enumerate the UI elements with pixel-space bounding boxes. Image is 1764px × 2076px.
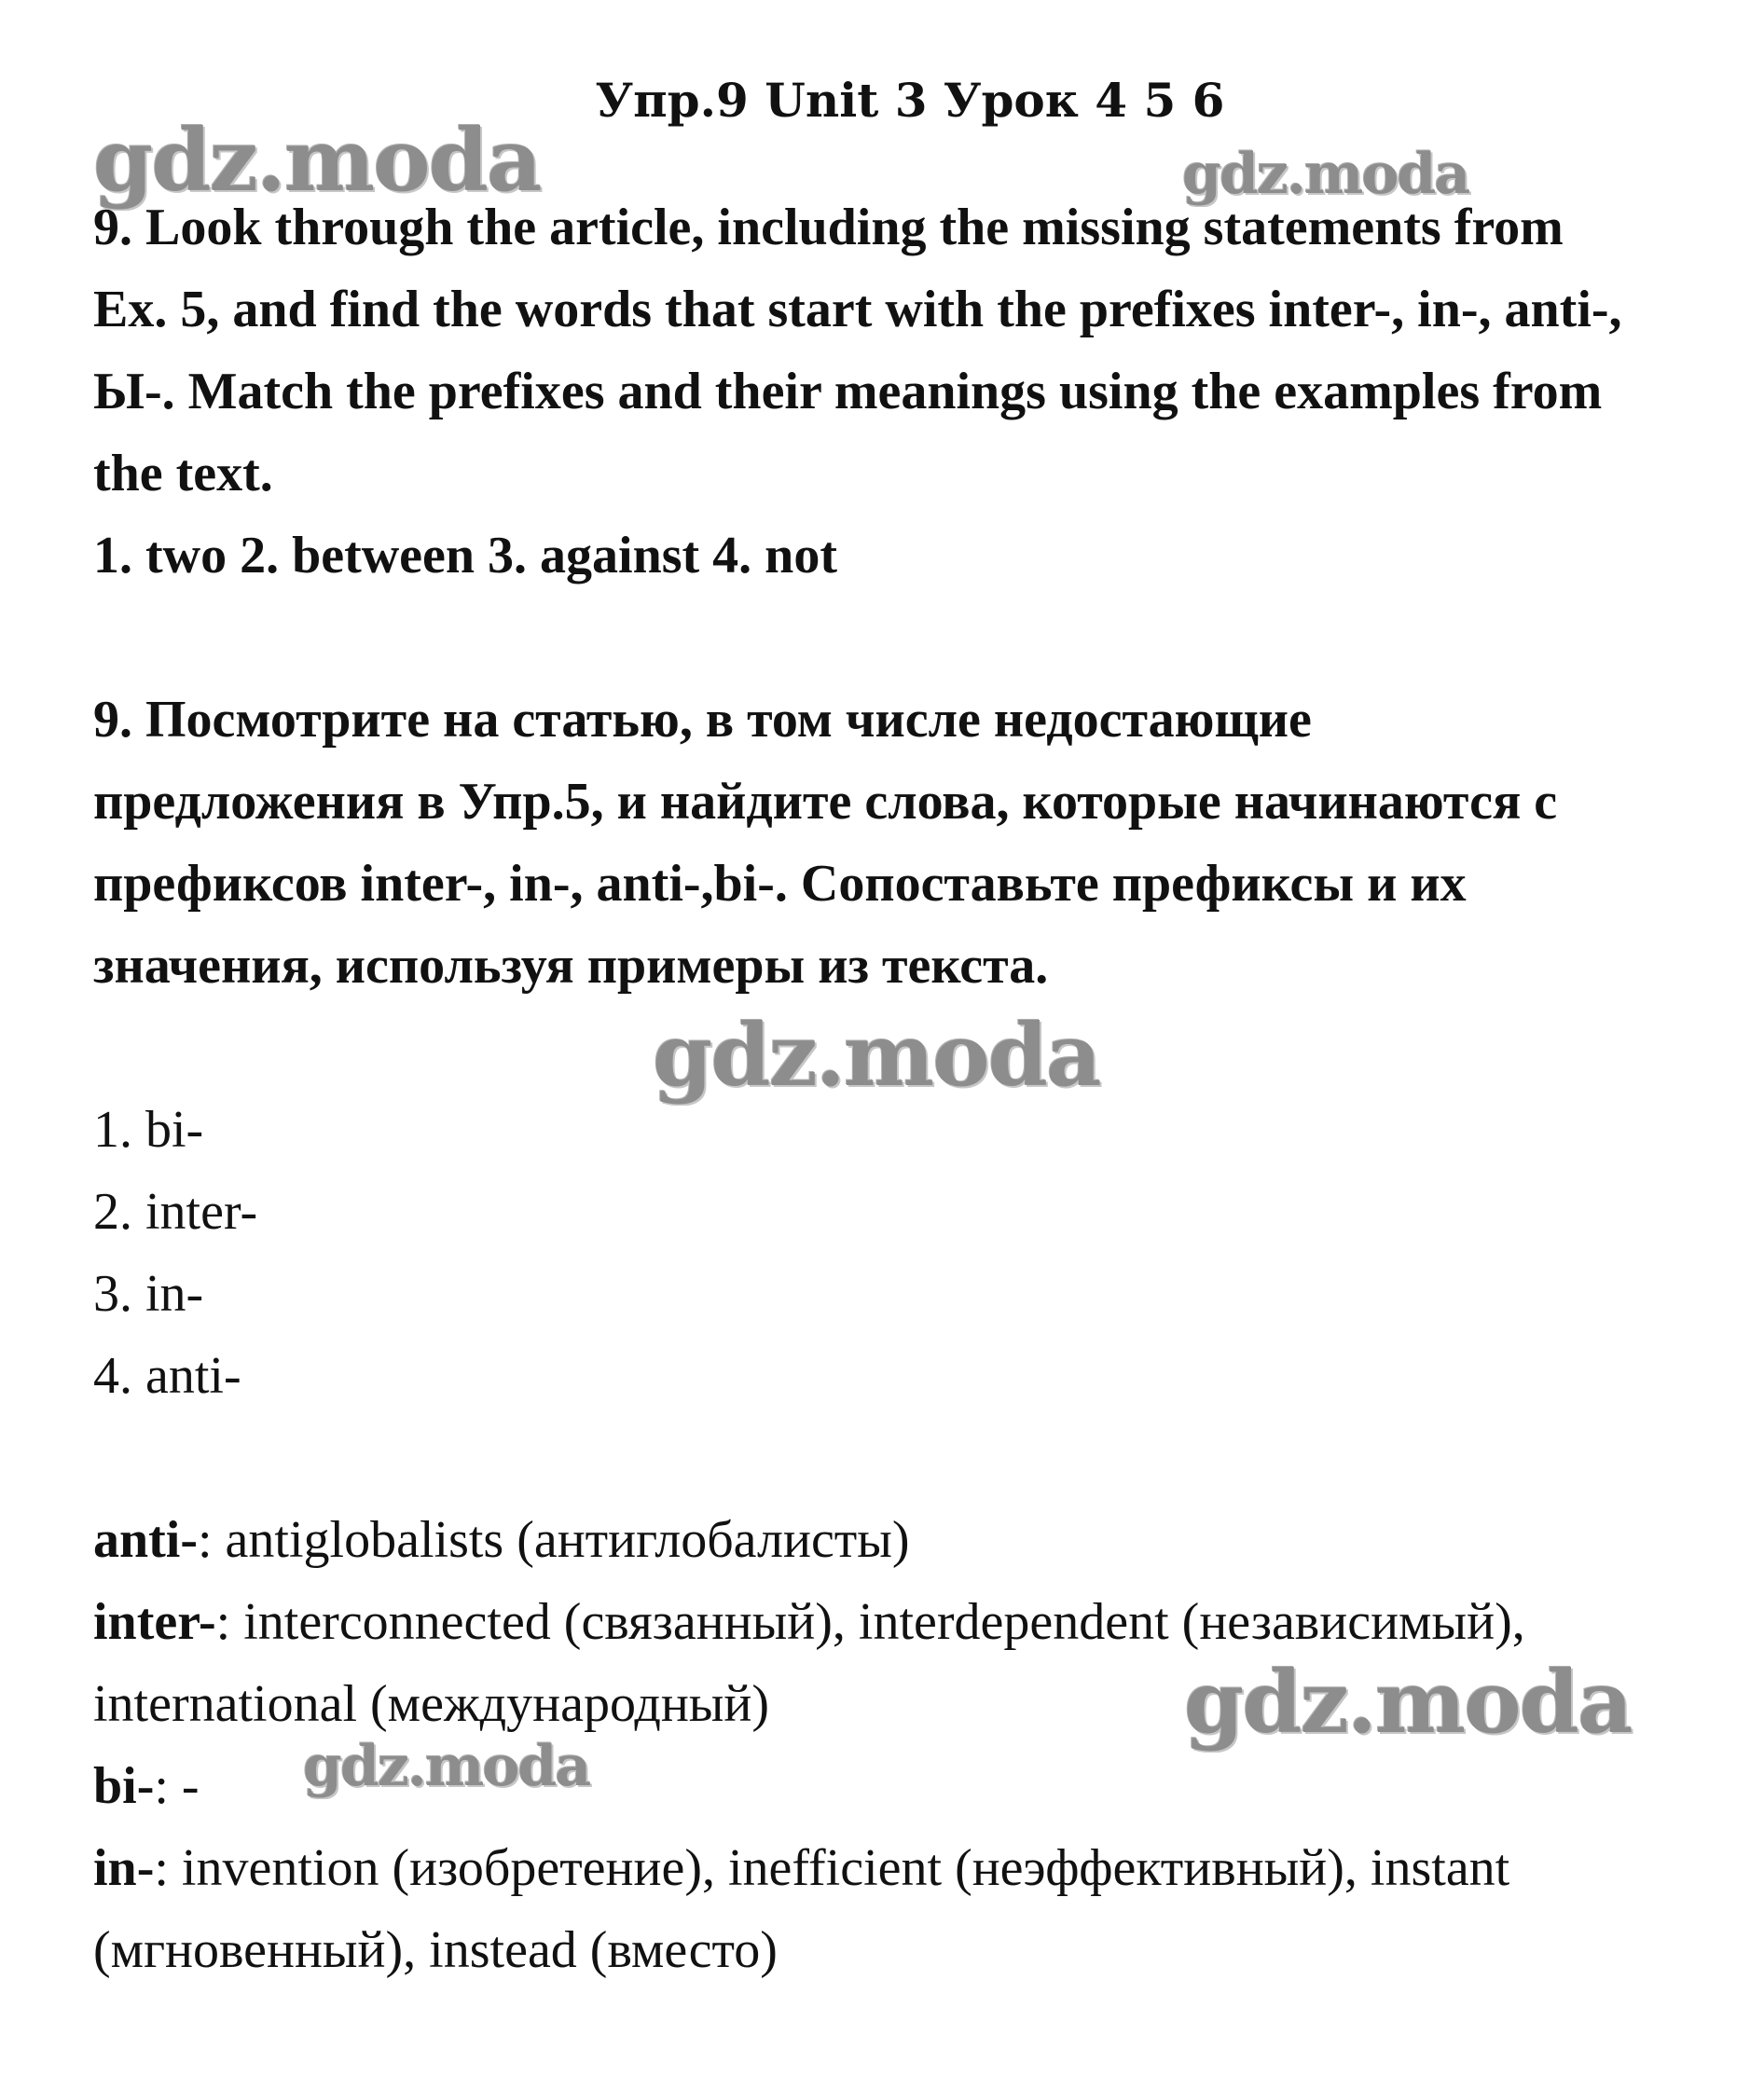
watermark: gdz.moda [1184,1652,1632,1753]
page-title: Упр.9 Unit 3 Урок 4 5 6 [595,73,1225,128]
task-russian-line: значения, используя примеры из текста. [93,937,1049,995]
example-text: : invention (изобретение), inefficient (неэффективный), instant [154,1839,1510,1897]
task-russian-line: предложения в Упр.5, и найдите слова, которые начинаются с [93,773,1558,831]
prefix-label: anti- [93,1511,198,1569]
prefix-label: bi- [93,1757,155,1815]
list-item: 3. in- [93,1265,204,1323]
task-english-line: 9. Look through the article, including the missing statements from [93,199,1564,256]
example-inter [93,1581,1734,1663]
meanings-list: 1. two 2. between 3. against 4. not [93,527,837,584]
example-inter-cont: international (международный) [93,1675,770,1733]
task-russian [93,679,1734,1007]
task-russian-line: префиксов inter-, in-, anti-,bi-. Сопоставьте префиксы и их [93,855,1467,913]
watermark: gdz.moda [653,1005,1100,1106]
example-in-cont: (мгновенный), instead (вместо) [93,1921,778,1979]
example-anti [93,1499,1734,1581]
task-english [93,186,1734,597]
example-in [93,1827,1734,1909]
list-item: 2. inter- [93,1183,258,1241]
example-text: : interconnected (связанный), interdependent (независимый), [215,1593,1525,1651]
answers-list [93,1089,1734,1417]
task-english-line: Ы-. Match the prefixes and their meanings using the examples from [93,363,1603,420]
example-text: : - [154,1757,200,1815]
examples [93,1499,1734,1991]
watermark: gdz.moda [303,1734,590,1799]
example-text: : antiglobalists (антиглобалисты) [198,1511,910,1569]
prefix-label: inter- [93,1593,216,1651]
list-item: 1. bi- [93,1101,204,1159]
watermark: gdz.moda [1182,142,1469,207]
task-russian-line: 9. Посмотрите на статью, в том числе недостающие [93,691,1312,749]
prefix-label: in- [93,1839,155,1897]
example-bi [93,1745,1734,1827]
task-english-line: Ex. 5, and find the words that start with the prefixes inter-, in-, anti-, [93,281,1622,338]
watermark: gdz.moda [93,110,541,211]
list-item: 4. anti- [93,1347,241,1405]
task-english-line: the text. [93,445,273,502]
